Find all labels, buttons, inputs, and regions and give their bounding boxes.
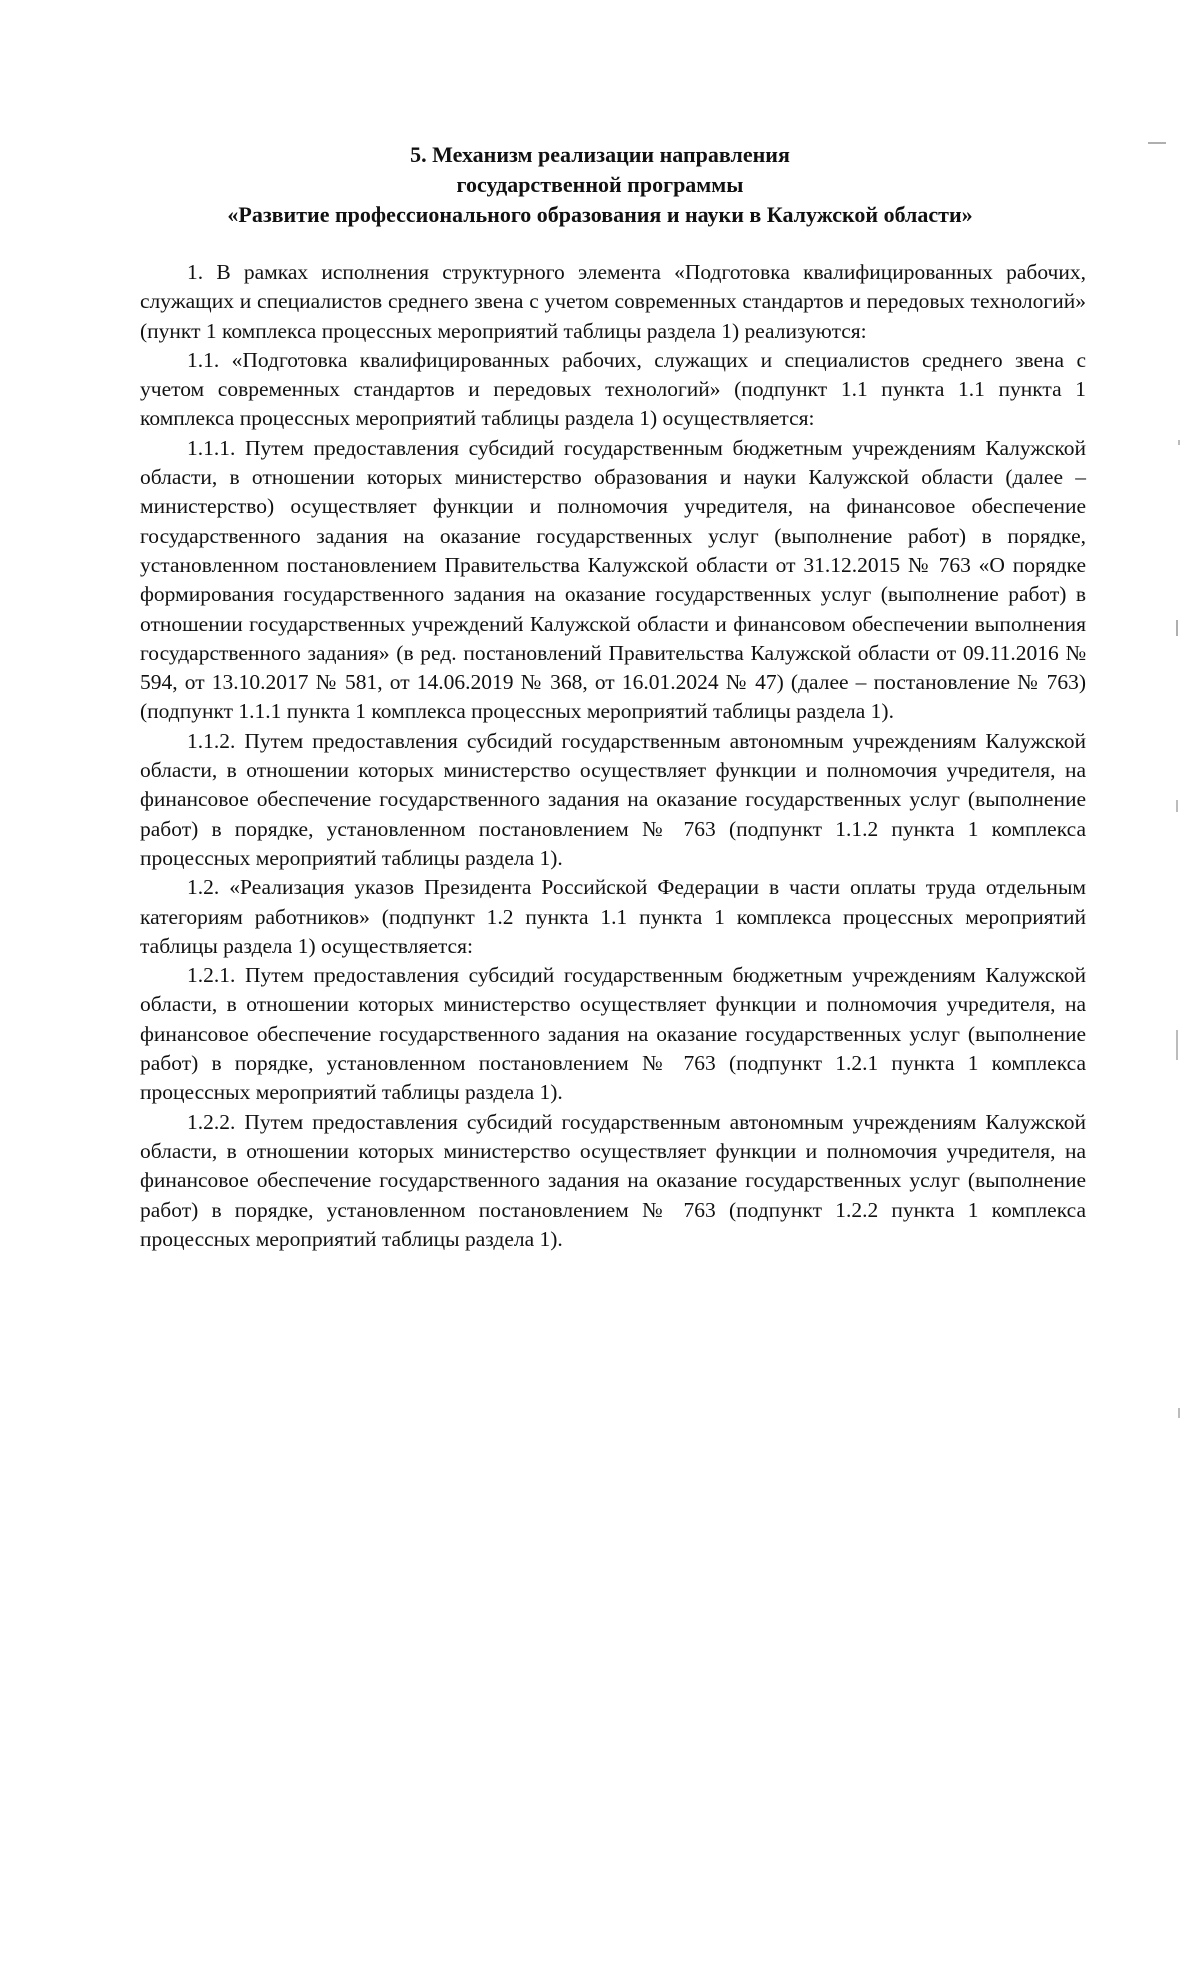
paragraph-1-2-1: 1.2.1. Путем предоставления субсидий государственным бюджетным учреждениям Калужской области, в отношении которых министерство осуществляет функции и полномочия учредителя, на финансовое обеспечение государственного задания на оказание государственных услуг (выполнение работ) в порядке, установленном постановлением № 763 (подпункт 1.2.1 пункта 1 комплекса процессных мероприятий таблицы раздела 1). bbox=[140, 963, 1086, 1105]
heading-line-1: 5. Механизм реализации направления bbox=[410, 142, 790, 167]
paragraph-1-1-2: 1.1.2. Путем предоставления субсидий государственным автономным учреждениям Калужской области, в отношении которых министерство осуществляет функции и полномочия учредителя, на финансовое обеспечение государственного задания на оказание государственных услуг (выполнение работ) в порядке, установленном постановлением № 763 (подпункт 1.1.2 пункта 1 комплекса процессных мероприятий таблицы раздела 1). bbox=[140, 728, 1086, 870]
heading-line-3: «Развитие профессионального образования и науки в Калужской области» bbox=[227, 202, 973, 227]
scan-artifact bbox=[1176, 1030, 1178, 1060]
scan-artifact bbox=[1176, 620, 1178, 636]
scan-artifact bbox=[1176, 800, 1178, 812]
paragraph-1: 1. В рамках исполнения структурного элемента «Подготовка квалифицированных рабочих, служащих и специалистов среднего звена с учетом современных стандартов и передовых технологий» (пункт 1 комплекса процессных мероприятий таблицы раздела 1) реализуются: bbox=[140, 260, 1086, 343]
paragraph-1-1: 1.1. «Подготовка квалифицированных рабочих, служащих и специалистов среднего звена с учетом современных стандартов и передовых технологий» (подпункт 1.1 пункта 1.1 пункта 1 комплекса процессных мероприятий таблицы раздела 1) осуществляется: bbox=[140, 347, 1086, 431]
paragraph-1-2-2: 1.2.2. Путем предоставления субсидий государственным автономным учреждениям Калужской области, в отношении которых министерство осуществляет функции и полномочия учредителя, на финансовое обеспечение государственного задания на оказание государственных услуг (выполнение работ) в порядке, установленном постановлением № 763 (подпункт 1.2.2 пункта 1 комплекса процессных мероприятий таблицы раздела 1). bbox=[140, 1109, 1086, 1251]
scan-artifact bbox=[1178, 1408, 1180, 1418]
paragraph-1-1-1: 1.1.1. Путем предоставления субсидий государственным бюджетным учреждениям Калужской области, в отношении которых министерство образования и науки Калужской области (далее – министерство) осуществляет функции и полномочия учредителя, на финансовое обеспечение государственного задания на оказание государственных услуг (выполнение работ) в порядке, установленном постановлением Правительства Калужской области от 31.12.2015 № 763 «О порядке формирования государственного задания на оказание государственных услуг (выполнение работ) в отношении государственных учреждений Калужской области и финансовом обеспечении выполнения государственного задания» (в ред. постановлений Правительства Калужской области от 09.11.2016 № 594, от 13.10.2017 № 581, от 14.06.2019 № 368, от 16.01.2024 № 47) (далее – постановление № 763) (подпункт 1.1.1 пункта 1 комплекса процессных мероприятий таблицы раздела 1). bbox=[140, 435, 1086, 724]
document-body bbox=[140, 258, 1086, 1254]
heading-line-2: государственной программы bbox=[456, 172, 744, 197]
scan-artifact bbox=[1178, 440, 1180, 445]
paragraph-1-2: 1.2. «Реализация указов Президента Российской Федерации в части оплаты труда отдельным категориям работников» (подпункт 1.2 пункта 1.1 пункта 1 комплекса процессных мероприятий таблицы раздела 1) осуществляется: bbox=[140, 875, 1086, 958]
section-heading bbox=[140, 140, 1060, 230]
scan-artifact bbox=[1148, 142, 1166, 144]
